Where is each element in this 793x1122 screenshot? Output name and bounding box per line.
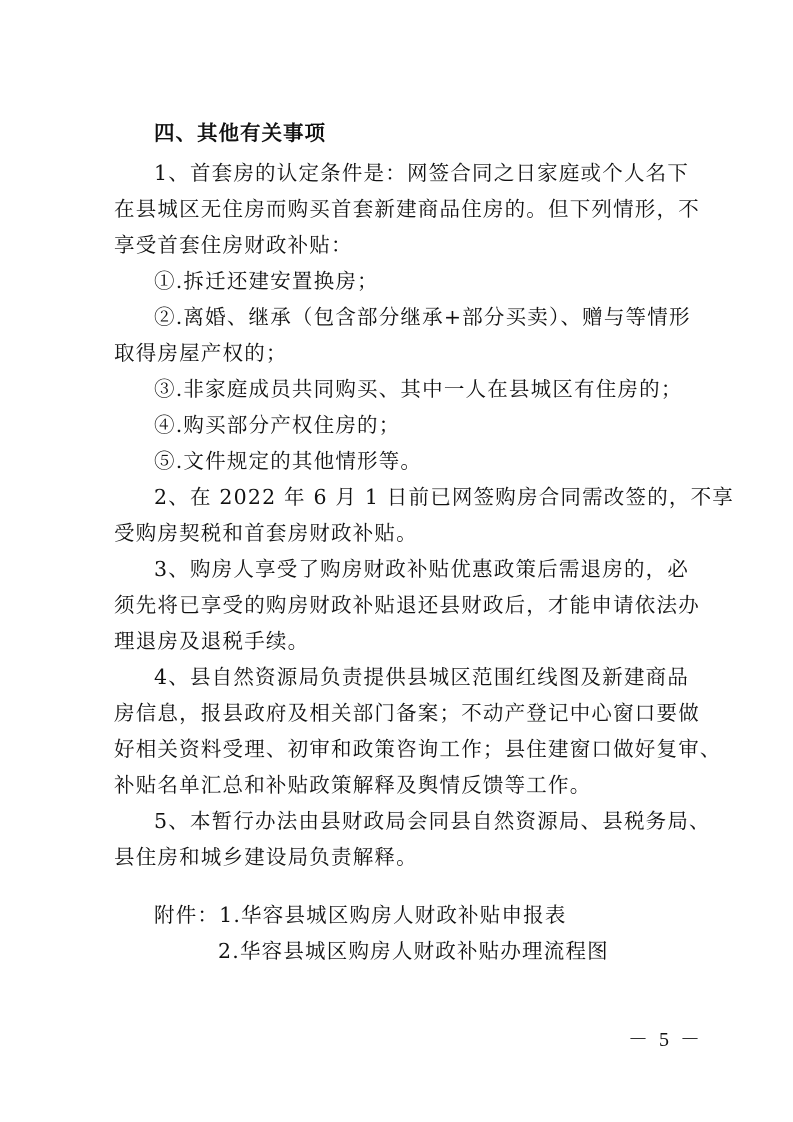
paragraph-5-line-1: 5、本暂行办法由县财政局会同县自然资源局、县税务局、 (154, 809, 711, 833)
exception-item-2-line-1: ②.离婚、继承（包含部分继承+部分买卖）、赠与等情形 (154, 305, 691, 329)
exception-item-5: ⑤.文件规定的其他情形等。 (154, 449, 423, 473)
exception-item-1: ①.拆迁还建安置换房； (154, 269, 379, 293)
page-number: － 5 － (628, 1029, 703, 1051)
paragraph-2-line-2: 受购房契税和首套房财政补贴。 (114, 521, 418, 545)
paragraph-1-line-2: 在县城区无住房而购买首套新建商品住房的。但下列情形，不 (114, 197, 700, 221)
paragraph-1-line-3: 享受首套住房财政补贴： (114, 233, 353, 257)
paragraph-5-line-2: 县住房和城乡建设局负责解释。 (114, 845, 418, 869)
exception-item-3: ③.非家庭成员共同购买、其中一人在县城区有住房的； (154, 377, 683, 401)
paragraph-4-line-3: 好相关资料受理、初审和政策咨询工作；县住建窗口做好复审、 (114, 737, 722, 761)
attachment-line-2: 2.华容县城区购房人财政补贴办理流程图 (218, 939, 609, 963)
paragraph-2-line-1: 2、在 2022 年 6 月 1 日前已网签购房合同需改签的，不享 (154, 485, 734, 509)
exception-item-4: ④.购买部分产权住房的； (154, 413, 401, 437)
paragraph-4-line-2: 房信息，报县政府及相关部门备案；不动产登记中心窗口要做 (114, 701, 700, 725)
paragraph-4-line-4: 补贴名单汇总和补贴政策解释及舆情反馈等工作。 (114, 773, 592, 797)
paragraph-4-line-1: 4、县自然资源局负责提供县城区范围红线图及新建商品 (154, 665, 690, 689)
attachment-line-1: 附件：1.华容县城区购房人财政补贴申报表 (154, 903, 567, 927)
paragraph-3-line-1: 3、购房人享受了购房财政补贴优惠政策后需退房的，必 (154, 557, 690, 581)
paragraph-3-line-2: 须先将已享受的购房财政补贴退还县财政后，才能申请依法办 (114, 593, 700, 617)
exception-item-2-line-2: 取得房屋产权的； (114, 341, 288, 365)
paragraph-1-line-1: 1、首套房的认定条件是：网签合同之日家庭或个人名下 (154, 161, 690, 185)
paragraph-3-line-3: 理退房及退税手续。 (114, 629, 310, 653)
section-heading: 四、其他有关事项 (154, 121, 326, 145)
